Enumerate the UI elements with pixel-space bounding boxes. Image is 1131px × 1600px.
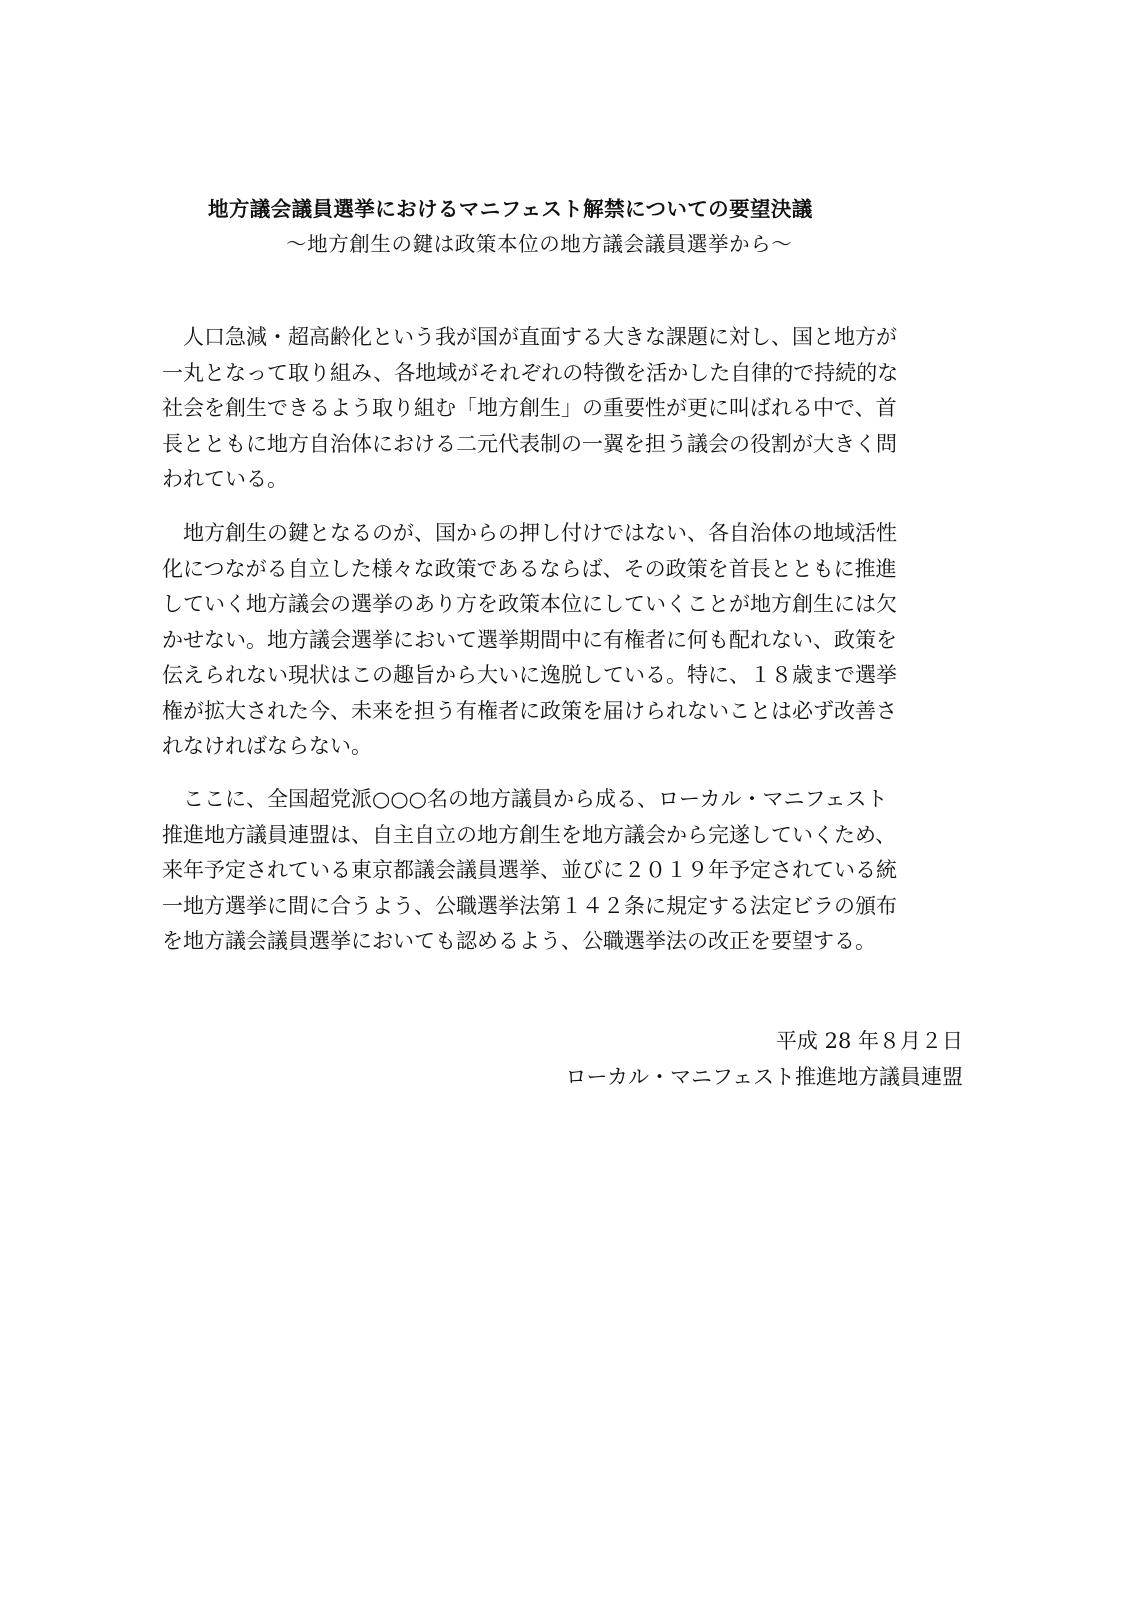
paragraph-line: れなければならない。 — [162, 734, 372, 758]
resolution-date: 平成 28 年８月２日 — [775, 1029, 963, 1053]
paragraph-line: 一地方選挙に間に合うよう、公職選挙法第１４２条に規定する法定ビラの頒布 — [162, 893, 897, 918]
paragraph-line: を地方議会議員選挙においても認めるよう、公職選挙法の改正を要望する。 — [162, 929, 876, 953]
document-subtitle: ～地方創生の鍵は政策本位の地方議会議員選挙から～ — [286, 232, 793, 256]
paragraph-1 — [162, 320, 962, 498]
paragraph-line: 推進地方議員連盟は、自主自立の地方創生を地方議会から完遂していくため、 — [162, 822, 897, 847]
paragraph-line: ここに、全国超党派○○○名の地方議員から成る、ローカル・マニフェスト — [162, 787, 888, 811]
paragraph-2 — [162, 516, 962, 765]
paragraph-line: していく地方議会の選挙のあり方を政策本位にしていくことが地方創生には欠 — [162, 592, 897, 616]
paragraph-line: われている。 — [162, 467, 288, 491]
paragraph-line: 伝えられない現状はこの趣旨から大いに逸脱している。特に、１８歳まで選挙 — [162, 663, 897, 687]
document-title: 地方議会議員選挙におけるマニフェスト解禁についての要望決議 — [208, 197, 813, 221]
paragraph-line: 地方創生の鍵となるのが、国からの押し付けではない、各自治体の地域活性 — [162, 521, 897, 545]
paragraph-line: かせない。地方議会選挙において選挙期間中に有権者に何も配れない、政策を — [162, 627, 897, 652]
paragraph-line: 人口急減・超高齢化という我が国が直面する大きな課題に対し、国と地方が — [162, 325, 897, 349]
paragraph-3 — [162, 782, 962, 960]
signature-block — [565, 1023, 963, 1095]
paragraph-line: 化につながる自立した様々な政策であるならば、その政策を首長とともに推進 — [162, 556, 897, 581]
organization-name: ローカル・マニフェスト推進地方議員連盟 — [565, 1065, 963, 1089]
paragraph-line: 長とともに地方自治体における二元代表制の一翼を担う議会の役割が大きく問 — [162, 431, 897, 456]
paragraph-line: 一丸となって取り組み、各地域がそれぞれの特徴を活かした自律的で持続的な — [162, 360, 899, 385]
paragraph-line: 権が拡大された今、未来を担う有権者に政策を届けられないことは必ず改善さ — [162, 698, 897, 723]
paragraph-line: 来年予定されている東京都議会議員選挙、並びに２０１９年予定されている統 — [162, 858, 897, 882]
paragraph-line: 社会を創生できるよう取り組む「地方創生」の重要性が更に叫ばれる中で、首 — [162, 396, 897, 420]
